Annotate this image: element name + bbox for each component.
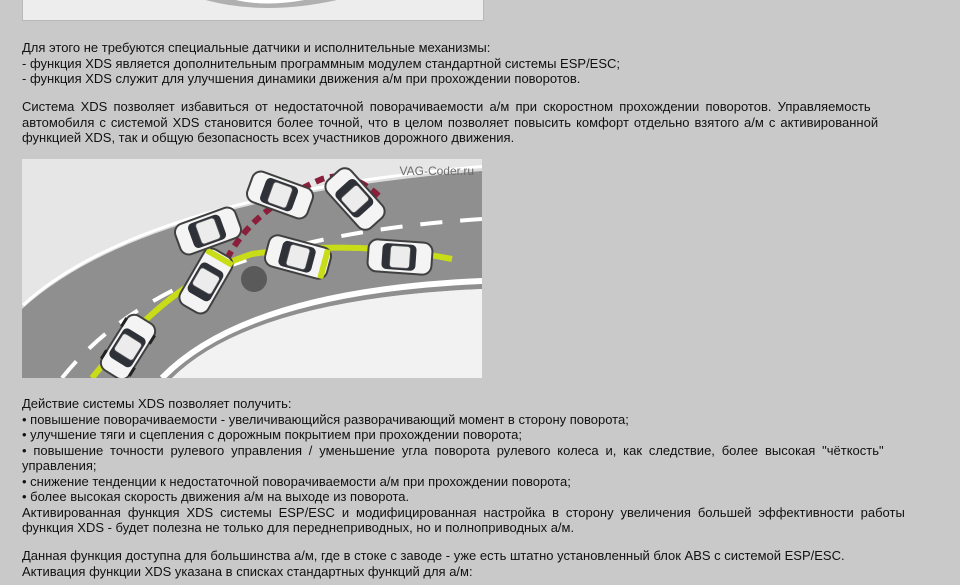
benefit-3-line-2: управления; bbox=[22, 458, 97, 473]
benefits-lead: Действие системы XDS позволяет получить: bbox=[22, 396, 292, 411]
benefit-1: • повышение поворачиваемости - увеличивающийся разворачивающий момент в сторону поворота; bbox=[22, 411, 629, 427]
xds-description-line-1: Система XDS позволяет избавиться от недостаточной поворачиваемости а/м при скоростном прохождении поворотов. Управляемость bbox=[22, 99, 871, 114]
paragraph-xds-benefits bbox=[22, 396, 938, 536]
cornering-diagram bbox=[22, 159, 482, 378]
xds-cornering-illustration bbox=[22, 159, 482, 378]
previous-figure-fragment bbox=[22, 0, 484, 21]
availability-line-2: Активация функции XDS указана в списках стандартных функций для а/м: bbox=[22, 563, 473, 579]
paragraph-xds-description bbox=[22, 99, 938, 146]
pivot-point bbox=[241, 266, 267, 292]
road-curve-fragment bbox=[23, 0, 483, 20]
benefit-5: • более высокая скорость движения а/м на выходе из поворота. bbox=[22, 489, 410, 504]
benefit-4: • снижение тенденции к недостаточной поворачиваемости а/м при прохождении поворота; bbox=[22, 473, 571, 489]
xds-description-line-3: функцией XDS, так и общую безопасность всех участников дорожного движения. bbox=[22, 130, 515, 145]
availability-line-1: Данная функция доступна для большинства а/м, где в стоке с заводе - уже есть штатно установленный блок ABS с системой ESP/ESC. bbox=[22, 548, 845, 563]
watermark: VAG-Coder.ru bbox=[399, 164, 474, 178]
benefit-2: • улучшение тяги и сцепления с дорожным покрытием при прохождении поворота; bbox=[22, 427, 523, 442]
requirements-item-1: - функция XDS является дополнительным программным модулем стандартной системы ESP/ESC; bbox=[22, 55, 621, 71]
activated-function-line-2: функция XDS - будет полезна не только для переднеприводных, но и полноприводных а/м. bbox=[22, 520, 575, 535]
car-7 bbox=[367, 239, 433, 275]
xds-description-line-2: автомобиля с системой XDS становится более точной, что в целом позволяет повысить комфорт отдельно взятого а/м с активированной bbox=[22, 114, 879, 130]
paragraph-availability bbox=[22, 548, 938, 579]
requirements-item-2: - функция XDS служит для улучшения динамики движения а/м при прохождении поворотов. bbox=[22, 71, 581, 86]
benefit-3-line-1: • повышение точности рулевого управления / уменьшение угла поворота рулевого колеса и, как следствие, более высокая "чёткость" bbox=[22, 442, 884, 458]
requirements-lead: Для этого не требуются специальные датчики и исполнительные механизмы: bbox=[22, 40, 491, 55]
activated-function-line-1: Активированная функция XDS системы ESP/ESC и модифицированная настройка в сторону увеличения большей эффективности работы bbox=[22, 504, 905, 520]
paragraph-requirements bbox=[22, 40, 938, 87]
